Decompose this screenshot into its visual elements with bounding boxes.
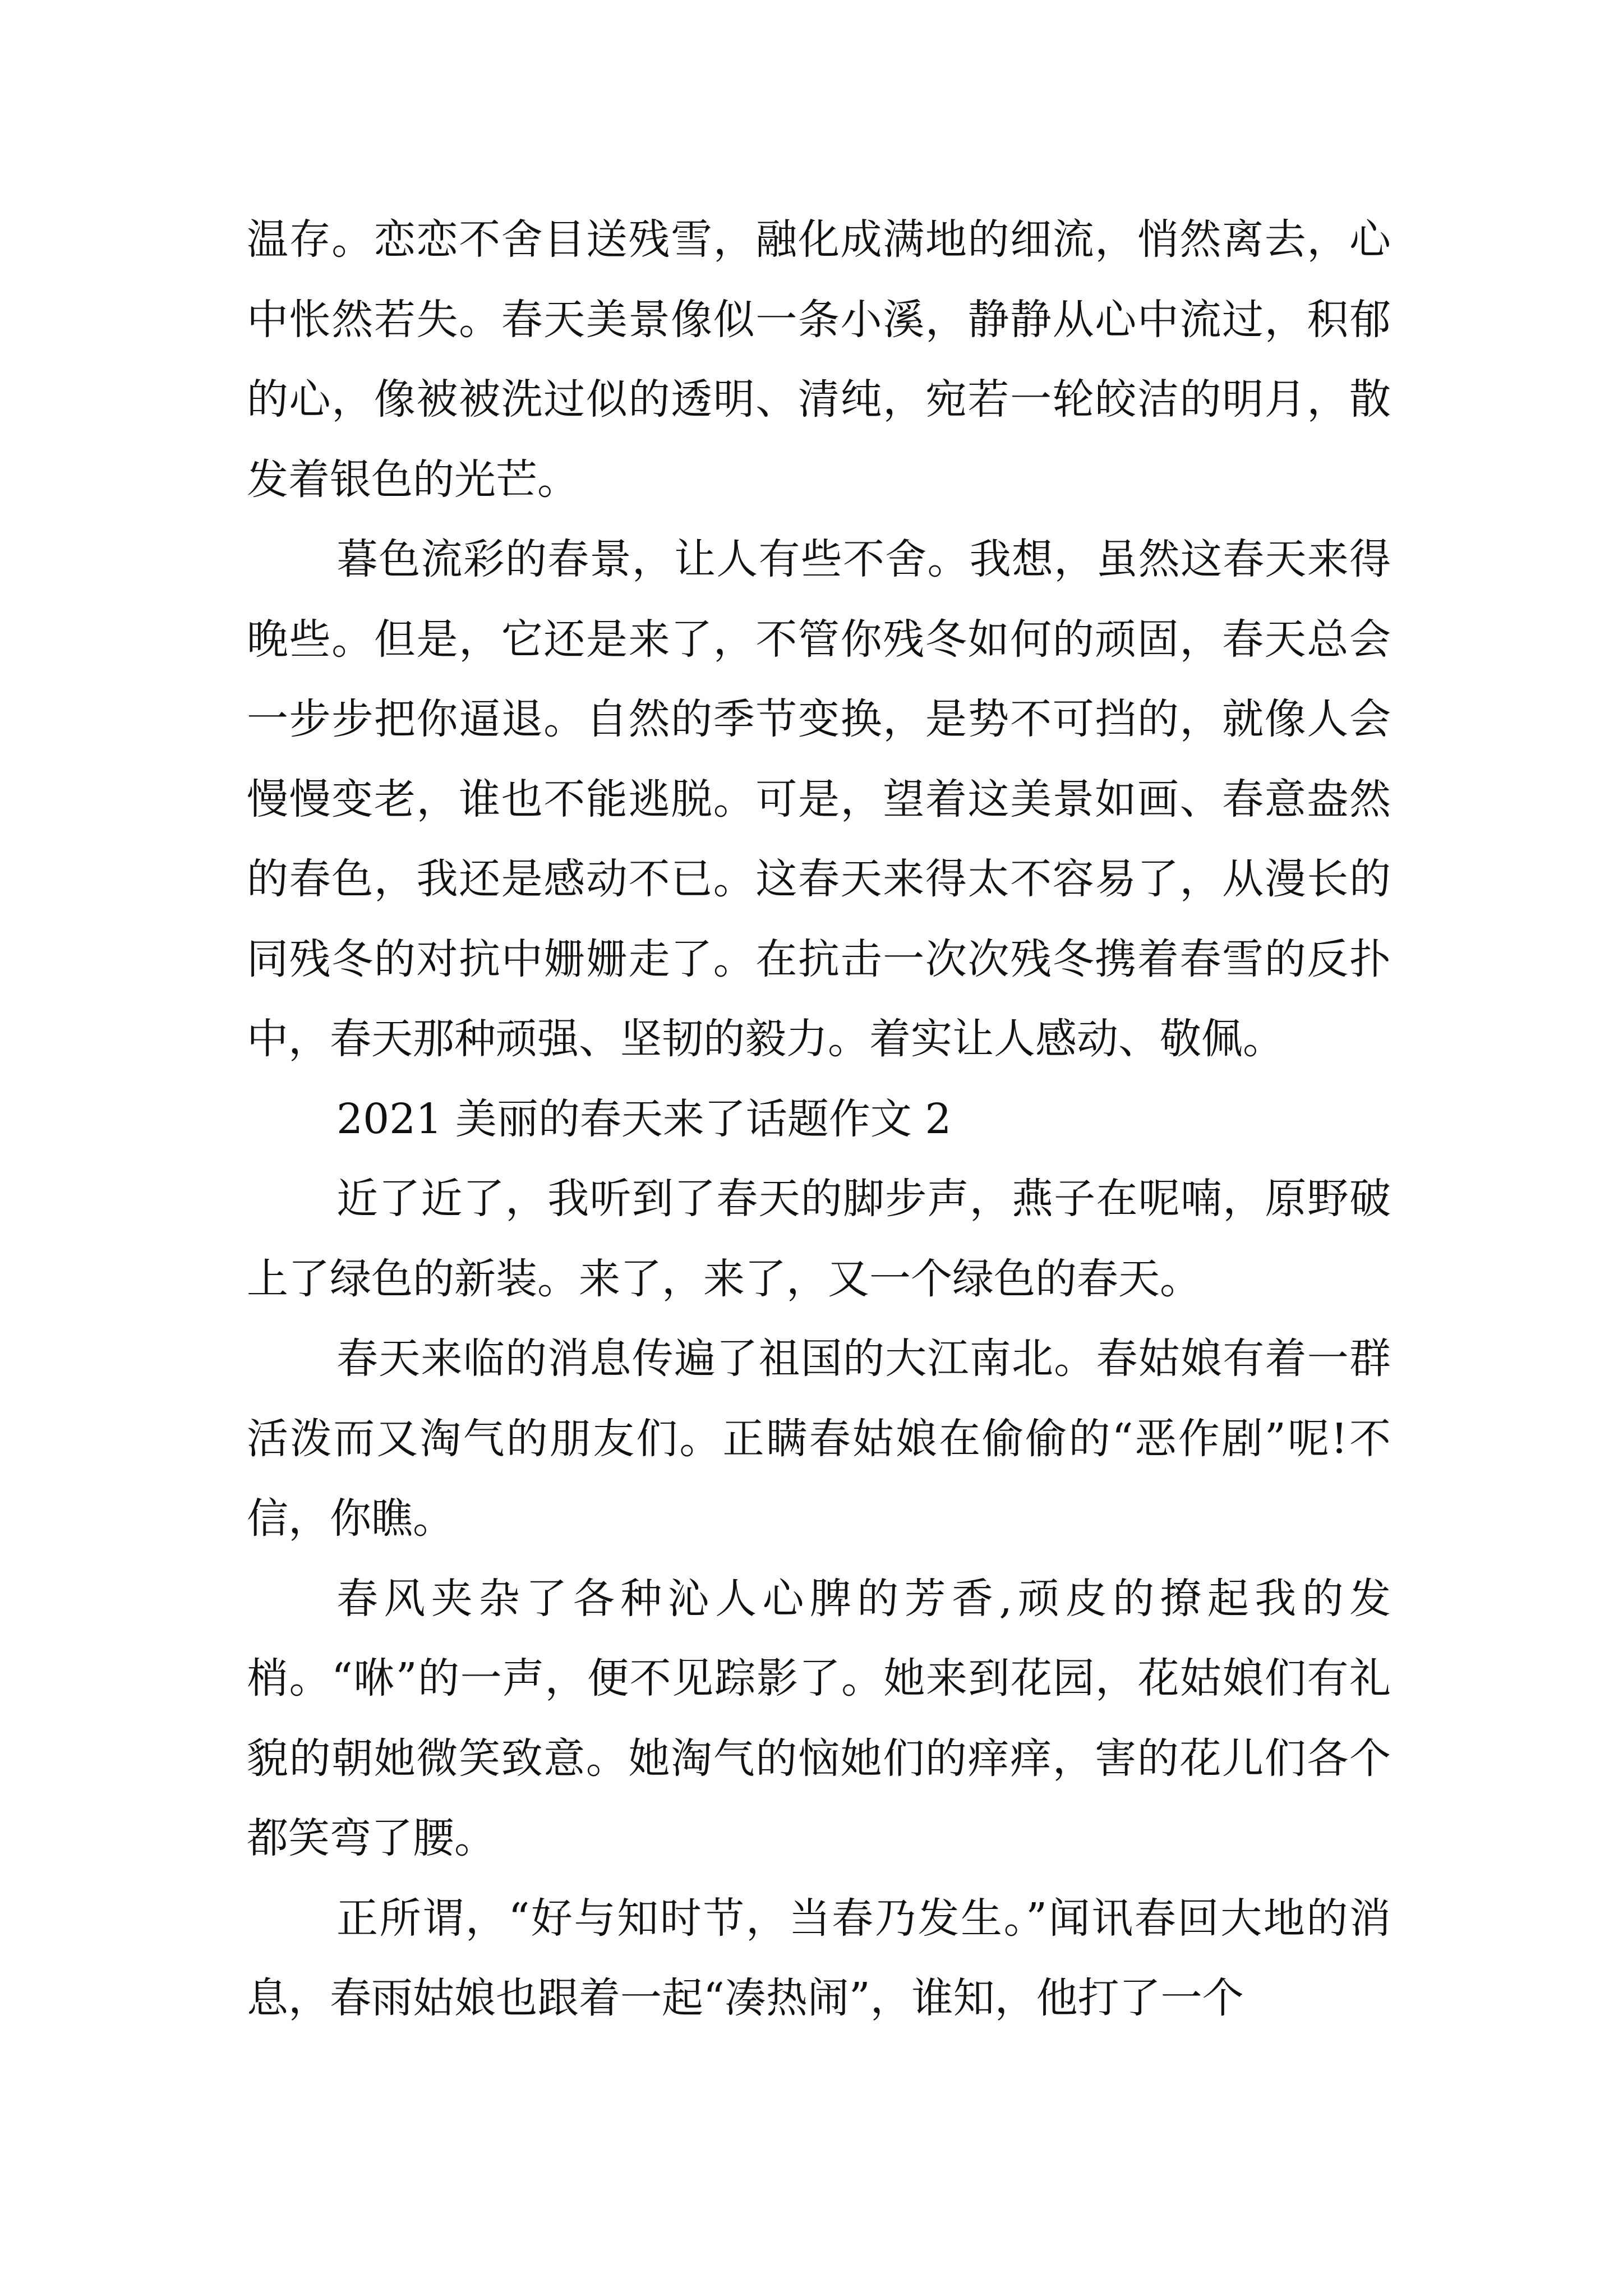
- paragraph-2: 暮色流彩的春景，让人有些不舍。我想，虽然这春天来得晚些。但是，它还是来了，不管你残冬如何的顽固，春天总会一步步把你逼退。自然的季节变换，是势不可挡的，就像人会慢慢变老，谁也不能逃脱。可是，望着这美景如画、春意盎然的春色，我还是感动不已。这春天来得太不容易了，从漫长的同残冬的对抗中姗姗走了。在抗击一次次残冬携着春雪的反扑中，春天那种顽强、坚韧的毅力。着实让人感动、敬佩。: [247, 535, 1391, 1063]
- paragraph-6: 正所谓，“好与知时节，当春乃发生。”闻讯春回大地的消息，春雨姑娘也跟着一起“凑热闹”，谁知，他打了一个: [247, 1894, 1391, 2022]
- paragraph-5: 春风夹杂了各种沁人心脾的芳香,顽皮的撩起我的发梢。“咻”的一声，便不见踪影了。她来到花园，花姑娘们有礼貌的朝她微笑致意。她淘气的恼她们的痒痒，害的花儿们各个都笑弯了腰。: [247, 1574, 1391, 1862]
- paragraph-1: 温存。恋恋不舍目送残雪，融化成满地的细流，悄然离去，心中怅然若失。春天美景像似一条小溪，静静从心中流过，积郁的心，像被被洗过似的透明、清纯，宛若一轮皎洁的明月，散发着银色的光芒。: [247, 215, 1391, 504]
- section-heading: 2021 美丽的春天来了话题作文 2: [336, 1094, 952, 1143]
- paragraph-3: 近了近了，我听到了春天的脚步声，燕子在呢喃，原野破上了绿色的新装。来了，来了，又一个绿色的春天。: [247, 1175, 1391, 1303]
- paragraph-4: 春天来临的消息传遍了祖国的大江南北。春姑娘有着一群活泼而又淘气的朋友们。正瞒春姑娘在偷偷的“恶作剧”呢!不信，你瞧。: [247, 1335, 1391, 1543]
- document-body: [247, 200, 1391, 2039]
